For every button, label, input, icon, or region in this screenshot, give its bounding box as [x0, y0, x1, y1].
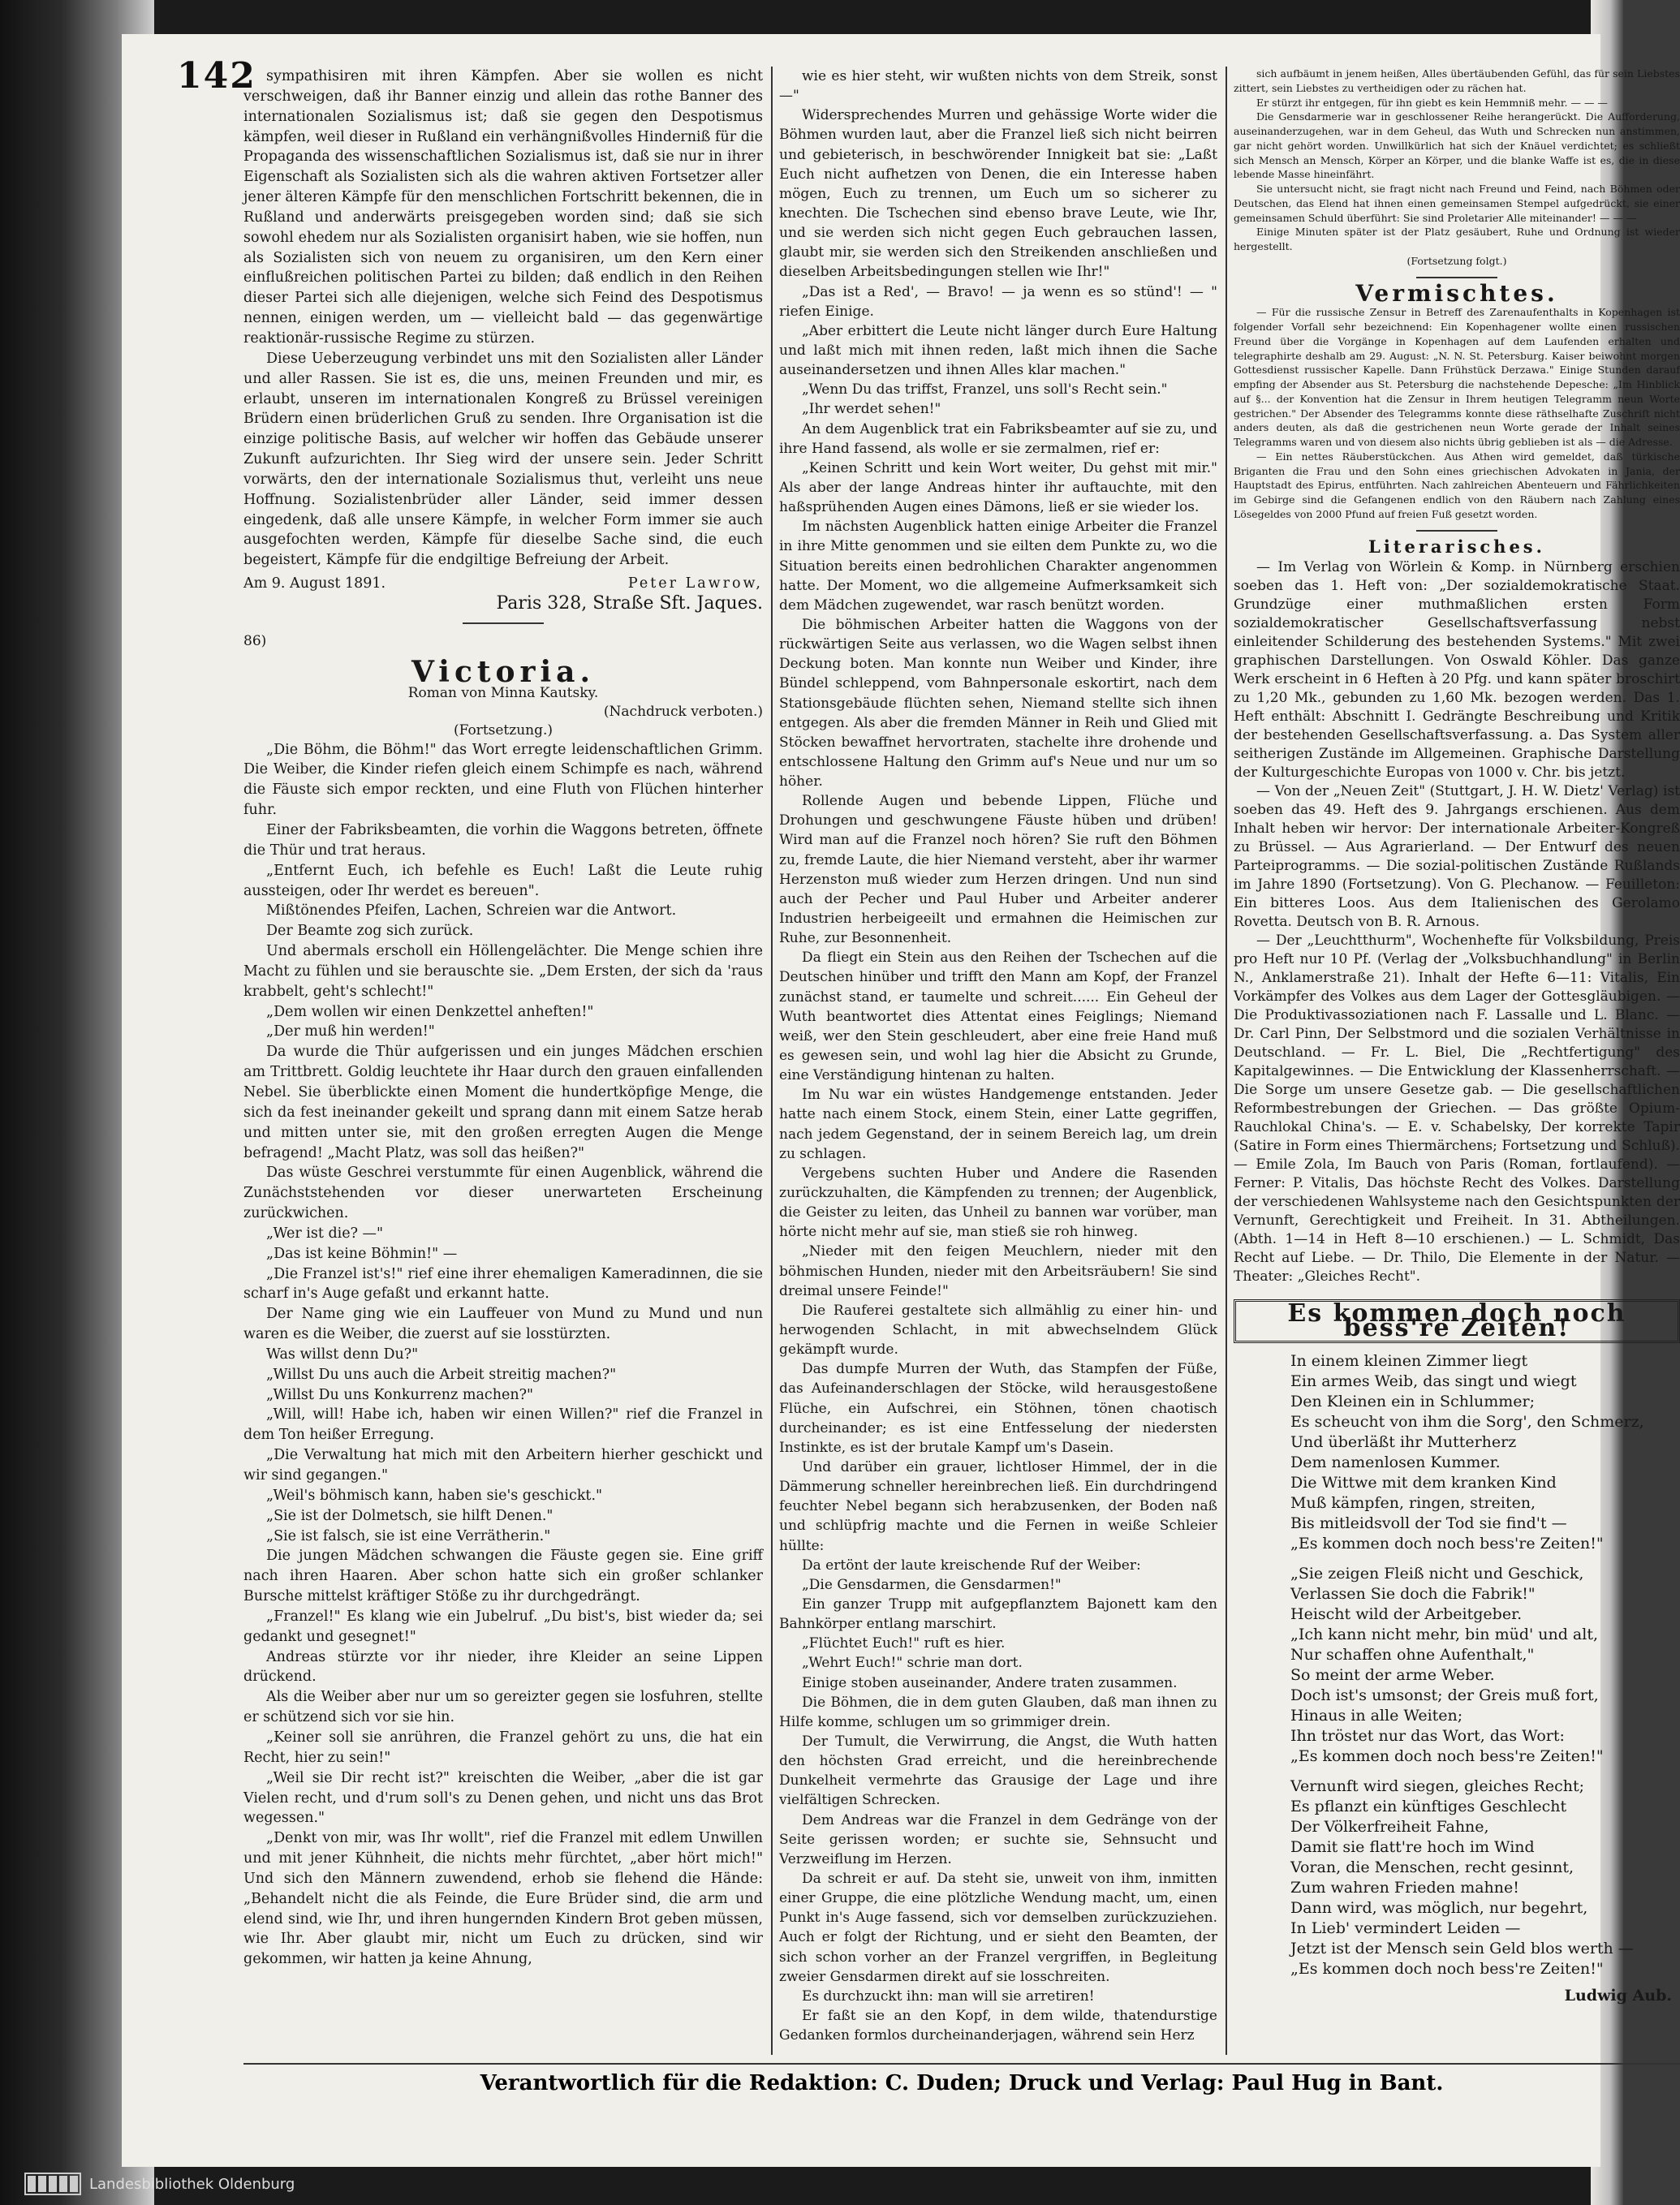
paragraph: „Sie ist der Dolmetsch, sie hilft Denen."	[266, 1507, 554, 1524]
paragraph: „Denkt von mir, was Ihr wollt", rief die Franzel mit edlem Unwillen und mit jener Kühnheit, die nichts mehr fürchtet, „aber hört mich!" Und sich den Männern zuwendend, erhob sie flehend die Hände: „Behandelt nicht die als Feinde, die Eure Brüder sind, die arm und elend sind, wie Ihr, und ihren hungernden Kindern Brot geben müssen, wie Ihr. Aber glaubt mir, nicht um Euch zu drücken, sind wir gekommen, wir hatten ja keine Ahnung,	[243, 1830, 763, 1968]
paragraph: „Ihr werdet sehen!"	[802, 401, 941, 418]
poem-line: „Es kommen doch noch bess're Zeiten!"	[1290, 1746, 1604, 1765]
library-logo-icon	[24, 2173, 81, 2195]
paragraph: Die böhmischen Arbeiter hatten die Waggons von der rückwärtigen Seite aus verlassen, wo die Wagen selbst ihnen Deckung boten. Man konnte nun Weiber und Kinder, ihre Bündel schleppend, vom Bahnpersonale eskortirt, nach dem Stationsgebäude flüchten sehen, Niemand stellte sich ihnen entgegen. Als aber die fremden Männer in Reih und Glied mit Stöcken bewaffnet hervortraten, stachelte ihre drohende und entschlossene Haltung den Grimm auf's Neue und nur um so höher.	[779, 616, 1217, 790]
literature-title: Literarisches.	[1368, 536, 1545, 557]
paragraph: „Entfernt Euch, ich befehle es Euch! Laßt die Leute ruhig aussteigen, oder Ihr werdet es bereuen".	[243, 862, 763, 899]
library-credit	[24, 2173, 295, 2195]
paragraph: — Ein nettes Räuberstückchen. Aus Athen wird gemeldet, daß türkische Briganten die Frau und den Sohn eines griechischen Advokaten in Jania, der Hauptstadt des Epirus, entführten. Nach zahlreichen Abenteuern und Fährlichkeiten im Gebirge sind die Gefangenen endlich von den Räubern nach Zahlung eines Lösegeldes von 2000 Pfund auf freien Fuß gesetzt worden.	[1234, 450, 1680, 520]
to-be-continued: (Fortsetzung folgt.)	[1406, 254, 1507, 267]
paragraph: An dem Augenblick trat ein Fabriksbeamter auf sie zu, und ihre Hand fassend, als wolle er sie zermalmen, rief er:	[779, 420, 1217, 457]
poem-line: Hinaus in alle Weiten;	[1290, 1706, 1463, 1725]
poem-line: Dann wird, was möglich, nur begehrt,	[1290, 1898, 1588, 1917]
poem-line: Und überläßt ihr Mutterherz	[1290, 1432, 1517, 1451]
paragraph: „Keiner soll sie anrühren, die Franzel gehört zu uns, die hat ein Recht, hier zu sein!"	[243, 1729, 763, 1766]
paragraph: „Das ist keine Böhmin!" —	[266, 1245, 458, 1262]
divider	[1416, 277, 1497, 278]
paragraph: Und darüber ein grauer, lichtloser Himmel, der in die Dämmerung schneller hereinbrechen ließ. Ein durchdringend feuchter Nebel begann sich herabzusenken, der Boden naß und schlüpfrig machte und die Fernen in weiße Schleier hüllte:	[779, 1458, 1217, 1554]
paragraph: „Wenn Du das triffst, Franzel, uns soll's Recht sein."	[802, 381, 1168, 398]
poem-line: Dem namenlosen Kummer.	[1290, 1453, 1501, 1471]
paragraph: „Die Böhm, die Böhm!" das Wort erregte leidenschaftlichen Grimm. Die Weiber, die Kinder riefen gleich einem Schimpfe es nach, während die Fäuste sich empor reckten, und eine Fluth von Flüchen hinterher fuhr.	[243, 741, 763, 819]
misc-title: Vermischtes.	[1355, 279, 1558, 307]
poem	[1290, 1351, 1680, 1979]
story-continuation	[779, 67, 1217, 2045]
divider	[1416, 530, 1497, 532]
novel-author: Roman von Minna Kautsky.	[407, 684, 599, 701]
poem-line: Doch ist's umsonst; der Greis muß fort,	[1290, 1686, 1599, 1704]
poem-author: Ludwig Aub.	[1564, 1986, 1672, 2005]
imprint-footer: Verantwortlich für die Redaktion: C. Duden; Druck und Verlag: Paul Hug in Bant.	[243, 2063, 1680, 2095]
poem-line: Es scheucht von ihm die Sorg', den Schmerz,	[1290, 1412, 1644, 1431]
column-1	[243, 67, 763, 1970]
paragraph: „Weil sie Dir recht ist?" kreischten die Weiber, „aber die ist gar Vielen recht, und d'rum soll's zu Denen gehen, und nicht uns das Brot wegessen."	[243, 1769, 763, 1827]
paragraph: „Wer ist die? —"	[266, 1225, 384, 1242]
paragraph: „Nieder mit den feigen Meuchlern, nieder mit den böhmischen Hunden, nieder mit den Arbeitsräubern! Sie sind dreimal unsere Feinde!"	[779, 1243, 1217, 1299]
misc-items	[1234, 305, 1680, 521]
paragraph: „Sie ist falsch, sie ist eine Verrätherin."	[266, 1527, 551, 1544]
poem-line: Den Kleinen ein in Schlummer;	[1290, 1392, 1536, 1410]
paragraph: „Die Verwaltung hat mich mit den Arbeitern hierher geschickt und wir sind gegangen."	[243, 1447, 763, 1484]
poem-line: Jetzt ist der Mensch sein Geld blos werth —	[1290, 1939, 1634, 1957]
paragraph: Einer der Fabriksbeamten, die vorhin die Waggons betreten, öffnete die Thür und trat heraus.	[243, 822, 763, 859]
paragraph: „Der muß hin werden!"	[266, 1023, 435, 1040]
divider	[463, 622, 544, 624]
poem-line: Ihn tröstet nur das Wort, das Wort:	[1290, 1726, 1565, 1745]
paragraph: Der Tumult, die Verwirrung, die Angst, die Wuth hatten den höchsten Grad erreicht, und die hereinbrechende Dunkelheit vermehrte das Grausige der Lage und ihre vielfältigen Schrecken.	[779, 1733, 1217, 1809]
poem-line: Vernunft wird siegen, gleiches Recht;	[1290, 1776, 1585, 1795]
paragraph: „Die Gensdarmen, die Gensdarmen!"	[802, 1576, 1062, 1593]
poem-line: In einem kleinen Zimmer liegt	[1290, 1351, 1528, 1370]
letter-text	[243, 67, 763, 571]
poem-line: Verlassen Sie doch die Fabrik!"	[1290, 1584, 1536, 1603]
library-name: Landesbibliothek Oldenburg	[89, 2175, 295, 2193]
poem-line: In Lieb' vermindert Leiden —	[1290, 1919, 1521, 1937]
paragraph: — Für die russische Zensur in Betreff des Zarenaufenthalts in Kopenhagen ist folgender Vorfall sehr bezeichnend: Ein Kopenhagener wollte einen russischen Freund über die Vorgänge in Kopenhagen auf dem Laufenden erhalten und telegraphirte deshalb am 29. August: „N. N. St. Petersburg. Kaiser beiwohnt morgen Gottesdienst russischer Kapelle. Dann Frühstück Derzawa." Einige Stunden darauf empfing der Absender aus St. Petersburg die nachstehende Depesche: „Im Hinblick auf §... der Konvention hat die Zensur in Ihrem heutigen Telegramm neun Worte gestrichen." Der Absender des Telegramms konnte diese räthselhafte Zuschrift nicht anders deuten, als daß die gestrichenen neun Worte gerade der Inhalt seines Telegramms waren und von diesem also nichts übrig geblieben ist als — die Adresse.	[1234, 306, 1680, 448]
paragraph: Der Name ging wie ein Lauffeuer von Mund zu Mund und nun waren es die Weiber, die zuerst auf sie losstürzten.	[243, 1306, 763, 1343]
paragraph: Er stürzt ihr entgegen, für ihn giebt es kein Hemmniß mehr. — — —	[1256, 96, 1608, 109]
newspaper-page	[122, 34, 1680, 2167]
continuation-note: (Fortsetzung.)	[453, 721, 554, 739]
paragraph: Einige stoben auseinander, Andere traten zusammen.	[802, 1674, 1178, 1691]
paragraph: Der Beamte zog sich zurück.	[266, 923, 474, 940]
paragraph: sympathisiren mit ihren Kämpfen. Aber sie wollen es nicht verschweigen, daß ihr Banner einzig und allein das rothe Banner des internationalen Sozialismus ist; daß sie gegen den Despotismus kämpfen, weil dieser in Rußland ein verhängnißvolles Hinderniß für die Propaganda des wissenschaftlichen Sozialismus ist, daß sie nur in ihrer Eigenschaft als Sozialisten sich als die wahren aktiven Fortsetzer aller jener älteren Kämpfe für den menschlichen Fortschritt bekennen, die in Rußland und anderwärts preisgegeben worden sind; daß sie sich sowohl ehedem nur als Sozialisten organisirt haben, wie sie hoffen, nun als Sozialisten sich von neuem zu organisiren, um den Kern einer einflußreichen politischen Partei zu bilden; daß endlich in den Reihen dieser Partei sich alle diejenigen, welche sich Feind des Despotismus nennen, einigen werden, um — vielleicht bald — das gegenwärtige reaktionär-russische Regime zu stürzen.	[243, 68, 763, 347]
paragraph: Die jungen Mädchen schwangen die Fäuste gegen sie. Eine griff nach ihren Haaren. Aber schon hatte sich ein großer schlanker Bursche mittelst kräftiger Stöße zu ihr durchgedrängt.	[243, 1548, 763, 1605]
poem-line: „Sie zeigen Fleiß nicht und Geschick,	[1290, 1564, 1584, 1583]
poem-line: Damit sie flatt're hoch im Wind	[1290, 1837, 1535, 1856]
poem-line: Zum wahren Frieden mahne!	[1290, 1878, 1519, 1897]
poem-line: Heischt wild der Arbeitgeber.	[1290, 1604, 1523, 1623]
paragraph: „Aber erbittert die Leute nicht länger durch Eure Haltung und laßt mich mit ihnen reden, laßt mich ihnen die Sache auseinandersetzen und ihnen Alles klar machen."	[779, 322, 1217, 379]
poem-line: Voran, die Menschen, recht gesinnt,	[1290, 1858, 1574, 1876]
paragraph: Dem Andreas war die Franzel in dem Gedränge von der Seite gerissen worden; er suchte sie, Sehnsucht und Verzweiflung im Herzen.	[779, 1811, 1217, 1867]
poem-line: Der Völkerfreiheit Fahne,	[1290, 1817, 1489, 1836]
literature-items	[1234, 558, 1680, 1286]
poem-stanza	[1290, 1351, 1680, 1554]
story-ending	[1234, 67, 1680, 254]
reprint-note: (Nachdruck verboten.)	[603, 703, 763, 720]
poem-line: „Es kommen doch noch bess're Zeiten!"	[1290, 1959, 1604, 1978]
poem-line: Die Wittwe mit dem kranken Kind	[1290, 1473, 1557, 1492]
paragraph: „Wehrt Euch!" schrie man dort.	[802, 1655, 1023, 1672]
paragraph: Und abermals erscholl ein Höllengelächter. Die Menge schien ihre Macht zu fühlen und sie berauschte sie. „Dem Ersten, der sich da 'raus krabbelt, geht's schlecht!"	[243, 943, 763, 1000]
novel-title: Victoria.	[411, 654, 596, 689]
paragraph: „Keinen Schritt und kein Wort weiter, Du gehst mit mir." Als aber der lange Andreas hinter ihr auftauchte, mit den haßsprühenden Augen eines Dämons, ließ er sie wieder los.	[779, 459, 1217, 516]
paragraph: „Willst Du uns auch die Arbeit streitig machen?"	[266, 1366, 617, 1383]
paragraph: Es durchzuckt ihn: man will sie arretiren!	[802, 1988, 1095, 2005]
poem-line: Es pflanzt ein künftiges Geschlecht	[1290, 1797, 1567, 1815]
paragraph: „Willst Du uns Konkurrenz machen?"	[266, 1386, 534, 1403]
paragraph: Im nächsten Augenblick hatten einige Arbeiter die Franzel in ihre Mitte genommen und sie eilten dem Punkte zu, wo die Situation bereits einen bedrohlichen Charakter angenommen hatte. Der Moment, wo die allgemeine Aufmerksamkeit sich dem Mädchen zugewendet, war rasch benützt worden.	[779, 519, 1217, 614]
column-rule	[771, 67, 773, 2055]
column-rule	[1226, 67, 1227, 2055]
poem-line: Nur schaffen ohne Aufenthalt,"	[1290, 1645, 1535, 1664]
paragraph: Sie untersucht nicht, sie fragt nicht nach Freund und Feind, nach Böhmen oder Deutschen, das Elend hat ihnen einen gemeinsamen Stempel aufgedrückt, sie einer gemeinsamen Schuld überführt: Sie sind Proletarier Alle miteinander! — — —	[1234, 183, 1680, 224]
serial-number: 86)	[243, 632, 267, 649]
paragraph: „Will, will! Habe ich, haben wir einen Willen?" rief die Franzel in dem Ton heißer Erregung.	[243, 1406, 763, 1444]
poem-line: „Ich kann nicht mehr, bin müd' und alt,	[1290, 1625, 1599, 1643]
story-text	[243, 740, 763, 1970]
paragraph: Da wurde die Thür aufgerissen und ein junges Mädchen erschien am Trittbrett. Goldig leuchtete ihr Haar durch den grauen einfallenden Nebel. Sie überblickte einen Moment die hundertköpfige Menge, die sich da fest ineinander gekeilt und sprang dann mit einem Satze herab und mitten unter sie, mit den großen erregten Augen die Menge befragend! „Macht Platz, was soll das heißen?"	[243, 1044, 763, 1161]
poem-title: Es kommen doch noch bess're Zeiten!	[1234, 1299, 1680, 1343]
paragraph: Diese Ueberzeugung verbindet uns mit den Sozialisten aller Länder und aller Rassen. Sie ist es, die uns, meinen Freunden und mir, es erlaubt, unseren im internationalen Kongreß zu Brüssel vereinigen Brüdern einen brüderlichen Gruß zu senden. Ihre Organisation ist die einzige politische Basis, auf welcher wir hoffen das Gebäude unserer Zukunft aufzurichten. Ihr Sieg wird der unsere sein. Jeder Schritt vorwärts, den der internationale Sozialismus thut, verleiht uns neue Hoffnung. Sozialistenbrüder aller Länder, seid immer dessen eingedenk, daß alle unsere Kämpfe, in welcher Form immer sie auch ausgefochten werden, Kämpfe für dieselbe Sache sind, die euch begeistert, Kämpfe für die endgiltige Befreiung der Arbeit.	[243, 350, 763, 569]
paragraph: Da fliegt ein Stein aus den Reihen der Tschechen auf die Deutschen hinüber und trifft den Mann am Kopf, der Franzel zunächst stand, er taumelte und schreit...... Ein Geheul der Wuth beantwortet dies Attentat eines Feiglings; Niemand weiß, wer den Stein geschleudert, aber eine freie Hand muß es gewesen sein, und wohl lag hier die Absicht zu Grunde, eine Verständigung hintenan zu halten.	[779, 950, 1217, 1084]
paragraph: Einige Minuten später ist der Platz gesäubert, Ruhe und Ordnung ist wieder hergestellt.	[1234, 226, 1680, 252]
paragraph: Rollende Augen und bebende Lippen, Flüche und Drohungen und geschwungene Fäuste hüben und drüben! Wird man auf die Franzel noch hören? Sie ruft den Böhmen zu, fremde Laute, die hier Niemand versteht, aber ihr warmer Herzenston muß wieder zum Herzen dringen. Und nun sind auch der Pecher und Paul Huber und Arbeiter anderer Industrien herbeigeeilt und ermahnen die Heimischen zur Ruhe, zur Besonnenheit.	[779, 793, 1217, 947]
paragraph: Die Gensdarmerie war in geschlossener Reihe herangerückt. Die Aufforderung, auseinanderzugehen, war in dem Geheul, das Wuth und Schrecken nun anstimmen, gar nicht gehört worden. Unwillkürlich hat sich der Knäuel verdichtet; es schließt sich Mensch an Mensch, Körper an Körper, und die blanke Waffe ist es, die in diese lebende Masse hineinfährt.	[1234, 110, 1680, 181]
page-number: 142	[177, 55, 256, 97]
paragraph: Das wüste Geschrei verstummte für einen Augenblick, während die Zunächststehenden vor dieser unerwarteten Erscheinung zurückwichen.	[243, 1165, 763, 1222]
paragraph: Vergebens suchten Huber und Andere die Rasenden zurückzuhalten, die Kämpfenden zu trennen; der Augenblick, die Geister zu leiten, das Unheil zu bannen war vorüber, man hörte nicht mehr auf sie, man stieß sie roh hinweg.	[779, 1165, 1217, 1241]
paragraph: Das dumpfe Murren der Wuth, das Stampfen der Füße, das Aufeinanderschlagen der Stöcke, wild herausgestoßene Flüche, ein Aufschrei, ein Stöhnen, tönen chaotisch durcheinander; es ist eine Entfesselung der niedersten Instinkte, es ist der brutale Kampf um's Dasein.	[779, 1361, 1217, 1456]
paragraph: Ein ganzer Trupp mit aufgepflanztem Bajonett kam den Bahnkörper entlang marschirt.	[779, 1596, 1217, 1633]
paragraph: Die Rauferei gestaltete sich allmählig zu einer hin- und herwogenden Schlacht, in mit abwechselndem Glück gekämpft wurde.	[779, 1302, 1217, 1359]
paragraph: „Flüchtet Euch!" ruft es hier.	[802, 1635, 1006, 1652]
signoff-name: Peter Lawrow,	[627, 575, 763, 592]
paragraph: „Franzel!" Es klang wie ein Jubelruf. „Du bist's, bist wieder da; sei gedankt und gesegnet!"	[243, 1608, 763, 1645]
paragraph: „Dem wollen wir einen Denkzettel anheften!"	[266, 1003, 594, 1020]
signoff-address: Paris 328, Straße Sft. Jaques.	[496, 592, 763, 614]
column-2	[779, 67, 1217, 2045]
paragraph: — Im Verlag von Wörlein & Komp. in Nürnberg erschien soeben das 1. Heft von: „Der sozialdemokratische Staat. Grundzüge einer muthmaßlichen ersten Form sozialdemokratischer Gesellschaftsverfassung nebst einleitender Schilderung des bestehenden Systems." Mit zwei graphischen Darstellungen. Von Oswald Köhler. Das ganze Werk erscheint in 6 Heften à 20 Pfg. und kann später broschirt zu 1,20 Mk., gebunden zu 1,60 Mk. bezogen werden. Das 1. Heft enthält: Abschnitt I. Gedrängte Beschreibung und Kritik der bestehenden Gesellschaftsverfassung. a. Das System aller seitherigen Zustände im Allgemeinen. Graphische Darstellung der Kulturgeschichte Europas von 1000 v. Chr. bis jetzt.	[1234, 559, 1680, 782]
paragraph: „Die Franzel ist's!" rief eine ihrer ehemaligen Kameradinnen, die sie scharf in's Auge gefaßt und erkannt hatte.	[243, 1265, 763, 1303]
paragraph: Was willst denn Du?"	[266, 1346, 419, 1363]
paragraph: Andreas stürzte vor ihr nieder, ihre Kleider an seine Lippen drückend.	[243, 1648, 763, 1686]
paragraph: Im Nu war ein wüstes Handgemenge entstanden. Jeder hatte nach einem Stock, einem Stein, einer Latte gegriffen, nach jedem Gegenstand, der in seinem Bereich lag, um drein zu schlagen.	[779, 1087, 1217, 1162]
column-3	[1234, 67, 1680, 2004]
paragraph: Widersprechendes Murren und gehässige Worte wider die Böhmen wurden laut, aber die Franzel ließ sich nicht beirren und gebieterisch, in beschwörender Innigkeit bat sie: „Laßt Euch nicht aufhetzen von Denen, die ein Interesse haben mögen, Euch zu trennen, um Euch um so sicherer zu knechten. Die Tschechen sind ebenso brave Leute, wie Ihr, und sie werden sich nicht gegen Euch gebrauchen lassen, glaubt mir, sie werden sich den Streikenden anschließen und dieselben Arbeitsbedingungen stellen wie Ihr!"	[779, 107, 1217, 281]
poem-line: Bis mitleidsvoll der Tod sie find't —	[1290, 1514, 1567, 1532]
poem-line: Muß kämpfen, ringen, streiten,	[1290, 1493, 1536, 1512]
paragraph: Die Böhmen, die in dem guten Glauben, daß man ihnen zu Hilfe komme, schlugen um so grimmiger drein.	[779, 1694, 1217, 1730]
poem-stanza	[1290, 1564, 1680, 1767]
poem-line: „Es kommen doch noch bess're Zeiten!"	[1290, 1534, 1604, 1553]
paragraph: Er faßt sie an den Kopf, in dem wilde, thatendurstige Gedanken formlos durcheinanderjagen, während sein Herz	[779, 2007, 1217, 2044]
paragraph: Da schreit er auf. Da steht sie, unweit von ihm, inmitten einer Gruppe, die eine plötzliche Wendung macht, um, einen Punkt in's Auge fassend, sich vor demselben zurückzuziehen. Auch er folgt der Richtung, und er sieht den Beamten, der sich schon vorher an der Franzel vergriffen, in Begleitung zweier Gensdarmen direkt auf sie losschreiten.	[779, 1870, 1217, 1985]
paragraph: Da ertönt der laute kreischende Ruf der Weiber:	[802, 1557, 1141, 1574]
paragraph: „Das ist a Red', — Bravo! — ja wenn es so stünd'! — " riefen Einige.	[779, 283, 1217, 320]
paragraph: — Von der „Neuen Zeit" (Stuttgart, J. H. W. Dietz' Verlag) ist soeben das 49. Heft des 9. Jahrgangs erschienen. Aus dem Inhalt heben wir hervor: Der internationale Arbeiter-Kongreß zu Brüssel. — Aus Agrarierland. — Der Entwurf des neuen Parteiprogramms. — Die sozial-politischen Zustände Rußlands im Jahre 1890 (Fortsetzung). Von G. Plechanow. — Feuilleton: Ein bitteres Loos. Aus dem Italienischen des Gerolamo Rovetta. Deutsch von B. R. Arnous.	[1234, 783, 1680, 931]
paragraph: wie es hier steht, wir wußten nichts von dem Streik, sonst —"	[779, 68, 1217, 105]
signoff-date: Am 9. August 1891.	[243, 575, 386, 592]
paragraph: Als die Weiber aber nur um so gereizter gegen sie losfuhren, stellte er schützend sich vor sie hin.	[243, 1689, 763, 1726]
paragraph: „Weil's böhmisch kann, haben sie's geschickt."	[266, 1487, 603, 1504]
poem-line: So meint der arme Weber.	[1290, 1665, 1495, 1684]
poem-line: Ein armes Weib, das singt und wiegt	[1290, 1372, 1577, 1390]
paragraph: sich aufbäumt in jenem heißen, Alles übertäubenden Gefühl, das für sein Liebstes zittert, sein Liebstes zu vertheidigen oder zu rächen hat.	[1234, 67, 1680, 94]
paragraph: Mißtönendes Pfeifen, Lachen, Schreien war die Antwort.	[266, 902, 677, 919]
paragraph: — Der „Leuchtthurm", Wochenhefte für Volksbildung, Preis pro Heft nur 10 Pf. (Verlag der „Volksbuchhandlung" in Berlin N., Anklamerstraße 21). Inhalt der Hefte 6—11: Vitalis, Ein Vorkämpfer des Volkes aus dem Lager der Gottesgläubigen. — Die Produktivassoziationen nach F. Lassalle und L. Blanc. — Dr. Carl Pinn, Der Selbstmord und die sozialen Verhältnisse in Deutschland. — Fr. L. Biel, Die „Rechtfertigung" des Kapitalgewinnes. — Die Entwicklung der Klassenherrschaft. — Die Sorge um unsere Gesetze gab. — Die gesellschaftlichen Reformbestrebungen der Griechen. — Das größte Opium-Rauchlokal China's. — E. v. Schabelsky, Der korrekte Tapir (Satire in Form eines Thiermärchens; Fortsetzung und Schluß). — Emile Zola, Im Bauch von Paris (Roman, fortlaufend). — Ferner: P. Vitalis, Das höchste Recht des Volkes. Darstellung der verschiedenen Wahlsysteme nach den Gesichtspunkten der Vernunft, Gerechtigkeit und Freiheit. In 31. Abtheilungen. (Abth. 1—14 in Heft 8—10 erschienen.) — L. Schmidt, Das Recht auf Liebe. — Dr. Thilo, Die Elemente in der Natur. — Theater: „Gleiches Recht".	[1234, 932, 1680, 1286]
poem-stanza	[1290, 1776, 1680, 1979]
